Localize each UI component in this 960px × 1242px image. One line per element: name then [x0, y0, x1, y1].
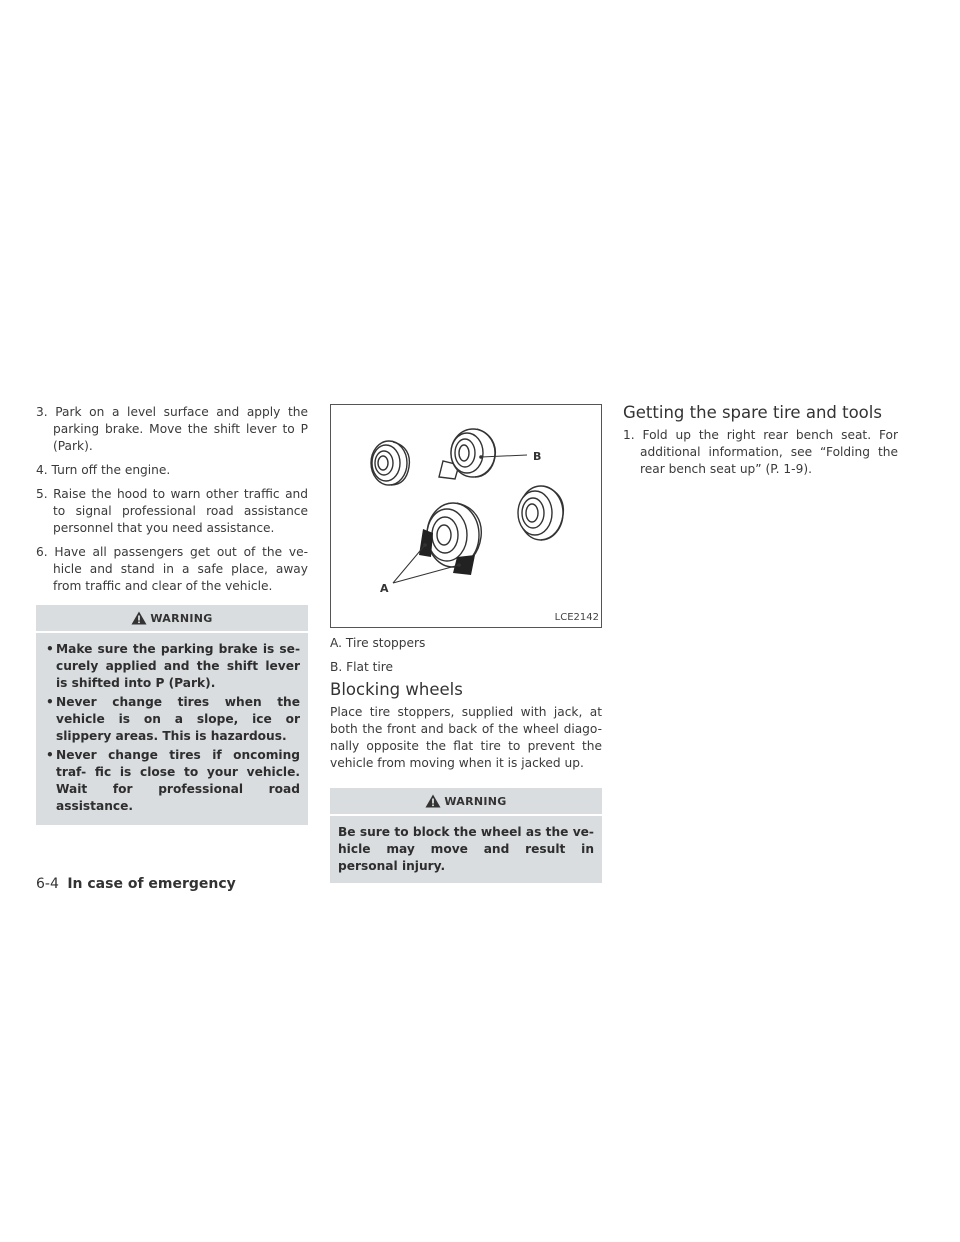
warning-triangle-icon	[425, 794, 441, 808]
heading-spare-tire: Getting the spare tire and tools	[623, 403, 882, 422]
warning-header	[330, 788, 602, 816]
warning-text: Be sure to block the wheel as the ve- hicle may move and result in personal injury.	[338, 825, 594, 873]
column-left	[36, 404, 308, 825]
callout-b: B	[533, 450, 542, 463]
page-footer	[36, 876, 236, 892]
legend-a: A. Tire stoppers	[330, 636, 426, 650]
callout-a: A	[380, 582, 389, 595]
column-middle	[330, 404, 602, 883]
warning-box-tire-change	[36, 605, 308, 825]
step-4: 4. Turn off the engine.	[36, 463, 171, 477]
tire-stoppers-illustration	[331, 405, 601, 627]
step-1: 1. Fold up the right rear bench seat. For additional information, see “Folding the rear bench seat up” (P. 1-9).	[623, 428, 898, 476]
warning-item: • Never change tires when the vehicle is on a slope, ice or slippery areas. This is hazardous.	[56, 694, 300, 745]
column-right	[623, 404, 898, 485]
step-6: 6. Have all passengers get out of the ve- hicle and stand in a safe place, away from traffic and clear of the vehicle.	[36, 545, 308, 593]
page-number: 6-4	[36, 876, 59, 892]
warning-list	[36, 641, 308, 815]
tire-stoppers-figure	[330, 404, 602, 628]
tire-right-illustration	[518, 486, 563, 540]
warning-item: • Make sure the parking brake is se- curely applied and the shift lever is shifted into P (Park).	[56, 641, 300, 692]
blocking-wheels-paragraph: Place tire stoppers, supplied with jack, at both the front and back of the wheel diago- nally opposite the flat tire to prevent the vehicle from moving when it is jacked up.	[330, 705, 602, 770]
step-5: 5. Raise the hood to warn other traffic and to signal professional road assistance personnel that you need assistance.	[36, 487, 308, 535]
tire-left-illustration	[371, 441, 409, 485]
section-title: In case of emergency	[67, 876, 236, 892]
warning-triangle-icon	[131, 611, 147, 625]
warning-item: • Never change tires if oncoming traf- fic is close to your vehicle. Wait for professional road assistance.	[56, 747, 300, 815]
warning-box-block-wheel	[330, 788, 602, 883]
warning-title: WARNING	[150, 611, 213, 625]
legend-b: B. Flat tire	[330, 660, 394, 674]
warning-title: WARNING	[444, 794, 507, 808]
step-3: 3. Park on a level surface and apply the parking brake. Move the shift lever to P (Park).	[36, 405, 308, 453]
flat-tire-illustration	[439, 429, 495, 479]
warning-header	[36, 605, 308, 633]
heading-blocking-wheels: Blocking wheels	[330, 680, 463, 699]
figure-code: LCE2142	[554, 612, 599, 623]
stopper-front	[419, 529, 433, 557]
